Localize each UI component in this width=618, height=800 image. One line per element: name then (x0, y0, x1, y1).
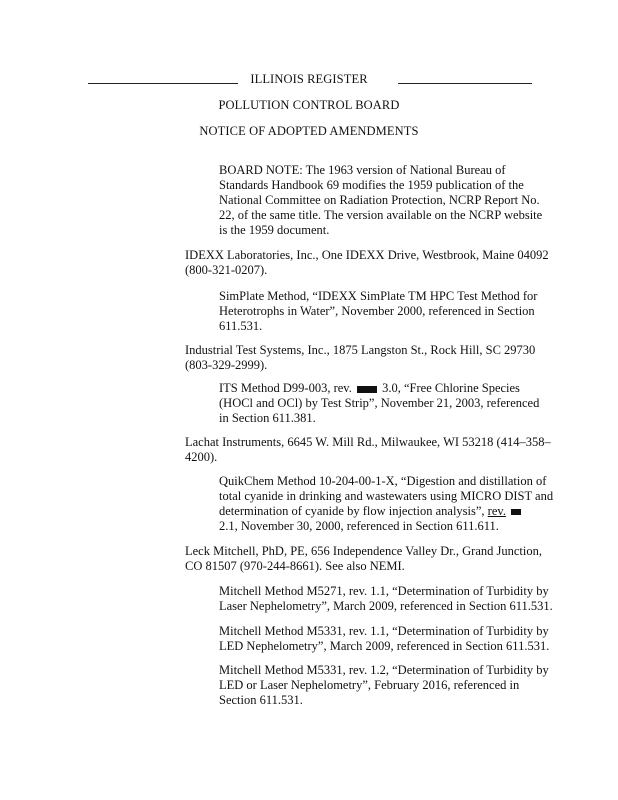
its-entry-line: Industrial Test Systems, Inc., 1875 Langston St., Rock Hill, SC 29730 (185, 343, 536, 357)
idexx-entry-line: IDEXX Laboratories, Inc., One IDEXX Drive, Westbrook, Maine 04092 (185, 248, 549, 262)
lachat-method-line: determination of cyanide by flow injection analysis”, rev. (219, 504, 523, 519)
idexx-method-line: Heterotrophs in Water”, November 2000, referenced in Section (219, 304, 535, 318)
board-note-line: Standards Handbook 69 modifies the 1959 publication of the (219, 178, 524, 192)
idexx-entry-line: (800-321-0207). (185, 263, 268, 277)
idexx-method-line: SimPlate Method, “IDEXX SimPlate TM HPC Test Method for (219, 289, 538, 303)
its-method-line: ITS Method D99-003, rev. 3.0, “Free Chlorine Species (219, 381, 520, 395)
lachat-entry-line: 4200). (185, 450, 218, 464)
board-note-line: is the 1959 document. (219, 223, 330, 237)
mitchell-method-line: Mitchell Method M5331, rev. 1.1, “Determination of Turbidity by (219, 624, 549, 638)
mitchell-method-line: Section 611.531. (219, 693, 303, 707)
board-title: POLLUTION CONTROL BOARD (218, 98, 400, 112)
mitchell-method-line: LED or Laser Nephelometry”, February 2016, referenced in (219, 678, 520, 692)
mitchell-entry-line: CO 81507 (970-244-8661). See also NEMI. (185, 559, 405, 573)
lachat-entry-line: Lachat Instruments, 6645 W. Mill Rd., Milwaukee, WI 53218 (414–358– (185, 435, 551, 449)
lachat-method-line: 2.1, November 30, 2000, referenced in Section 611.611. (219, 519, 499, 533)
board-note-line: National Committee on Radiation Protection, NCRP Report No. (219, 193, 540, 207)
mitchell-method-line: Laser Nephelometry”, March 2009, referenced in Section 611.531. (219, 599, 553, 613)
notice-title: NOTICE OF ADOPTED AMENDMENTS (199, 124, 419, 138)
mitchell-entry-line: Leck Mitchell, PhD, PE, 656 Independence Valley Dr., Grand Junction, (185, 544, 542, 558)
redaction-mark (511, 509, 521, 515)
redaction-mark (357, 386, 377, 393)
lachat-method-line: total cyanide in drinking and wastewaters using MICRO DIST and (219, 489, 554, 503)
lachat-method-line: QuikChem Method 10-204-00-1-X, “Digestion and distillation of (219, 474, 547, 488)
its-entry-line: (803-329-2999). (185, 358, 268, 372)
board-note-line: BOARD NOTE: The 1963 version of National Bureau of (219, 163, 506, 177)
mitchell-method-line: Mitchell Method M5331, rev. 1.2, “Determination of Turbidity by (219, 663, 549, 677)
register-title: ILLINOIS REGISTER (250, 72, 368, 86)
idexx-method-line: 611.531. (219, 319, 263, 333)
its-method-line: (HOCl and OCl) by Test Strip”, November 21, 2003, referenced (219, 396, 540, 410)
mitchell-method-line: Mitchell Method M5271, rev. 1.1, “Determination of Turbidity by (219, 584, 549, 598)
board-note-line: 22, of the same title. The version available on the NCRP website (219, 208, 543, 222)
mitchell-method-line: LED Nephelometry”, March 2009, referenced in Section 611.531. (219, 639, 550, 653)
its-method-line: in Section 611.381. (219, 411, 316, 425)
